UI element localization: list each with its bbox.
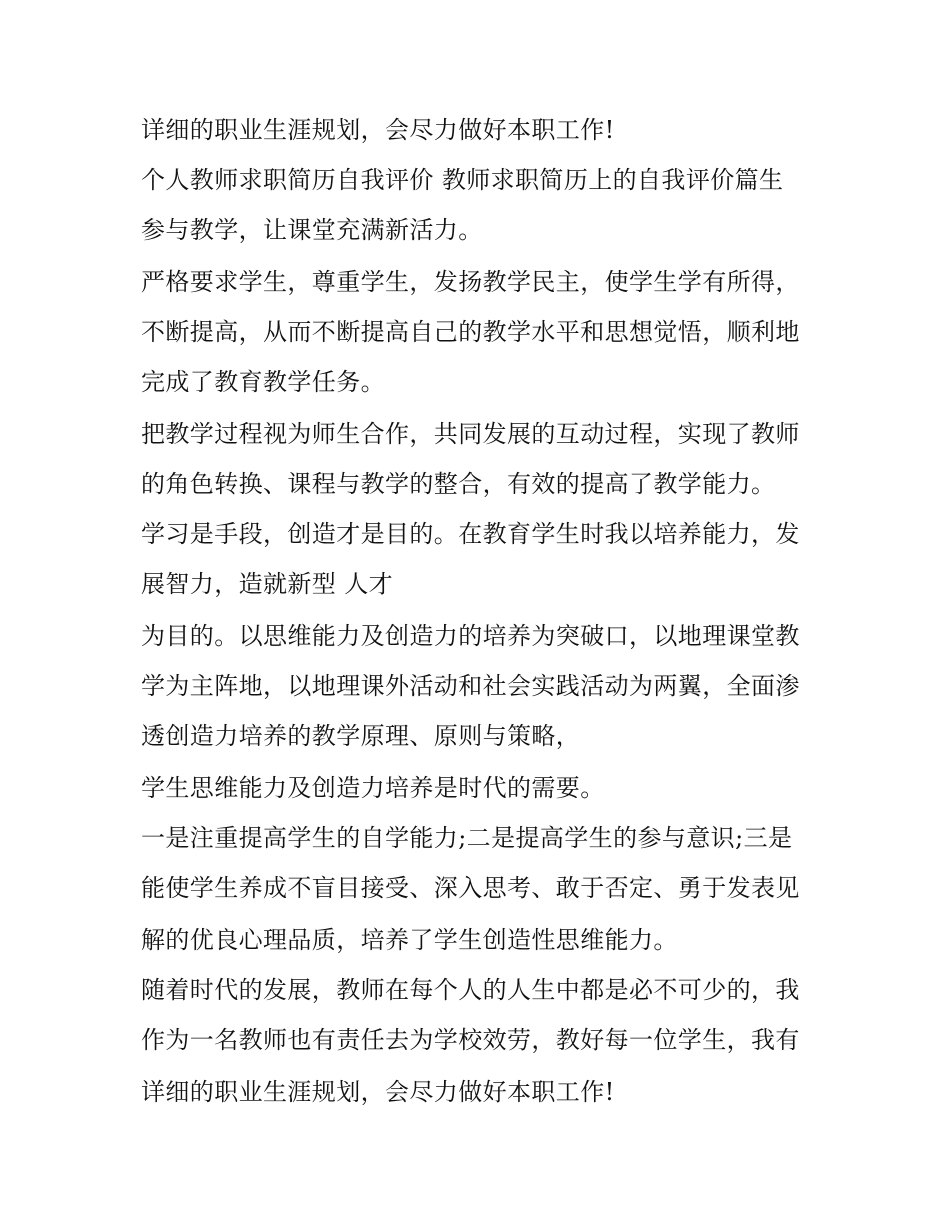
text-line: 学为主阵地，以地理课外活动和社会实践活动为两翼，全面渗 — [141, 672, 800, 700]
text-line: 参与教学，让课堂充满新活力。 — [141, 216, 483, 244]
text-line: 解的优良心理品质，培养了学生创造性思维能力。 — [141, 926, 678, 954]
text-line: 一是注重提高学生的自学能力;二是提高学生的参与意识;三是 — [141, 824, 793, 852]
text-line: 作为一名教师也有责任去为学校效劳，教好每一位学生，我有 — [141, 1026, 800, 1054]
text-line: 透创造力培养的教学原理、原则与策略， — [141, 722, 581, 750]
text-line: 为目的。以思维能力及创造力的培养为突破口，以地理课堂教 — [141, 622, 800, 650]
text-line: 学生思维能力及创造力培养是时代的需要。 — [141, 774, 605, 802]
text-line: 个人教师求职简历自我评价 教师求职简历上的自我评价篇生 — [141, 166, 784, 194]
text-line: 完成了教育教学任务。 — [141, 368, 385, 396]
text-line: 能使学生养成不盲目接受、深入思考、敢于否定、勇于发表见 — [141, 874, 800, 902]
text-line: 展智力，造就新型 人才 — [141, 570, 394, 598]
text-line: 学习是手段，创造才是目的。在教育学生时我以培养能力，发 — [141, 520, 800, 548]
text-line: 不断提高，从而不断提高自己的教学水平和思想觉悟，顺利地 — [141, 318, 800, 346]
text-line: 详细的职业生涯规划，会尽力做好本职工作! — [141, 1078, 615, 1106]
text-line: 严格要求学生，尊重学生，发扬教学民主，使学生学有所得， — [141, 268, 800, 296]
text-line: 的角色转换、课程与教学的整合，有效的提高了教学能力。 — [141, 470, 776, 498]
text-line: 把教学过程视为师生合作，共同发展的互动过程，实现了教师 — [141, 420, 800, 448]
text-line: 详细的职业生涯规划，会尽力做好本职工作! — [141, 116, 615, 144]
text-line: 随着时代的发展，教师在每个人的人生中都是必不可少的，我 — [141, 976, 800, 1004]
